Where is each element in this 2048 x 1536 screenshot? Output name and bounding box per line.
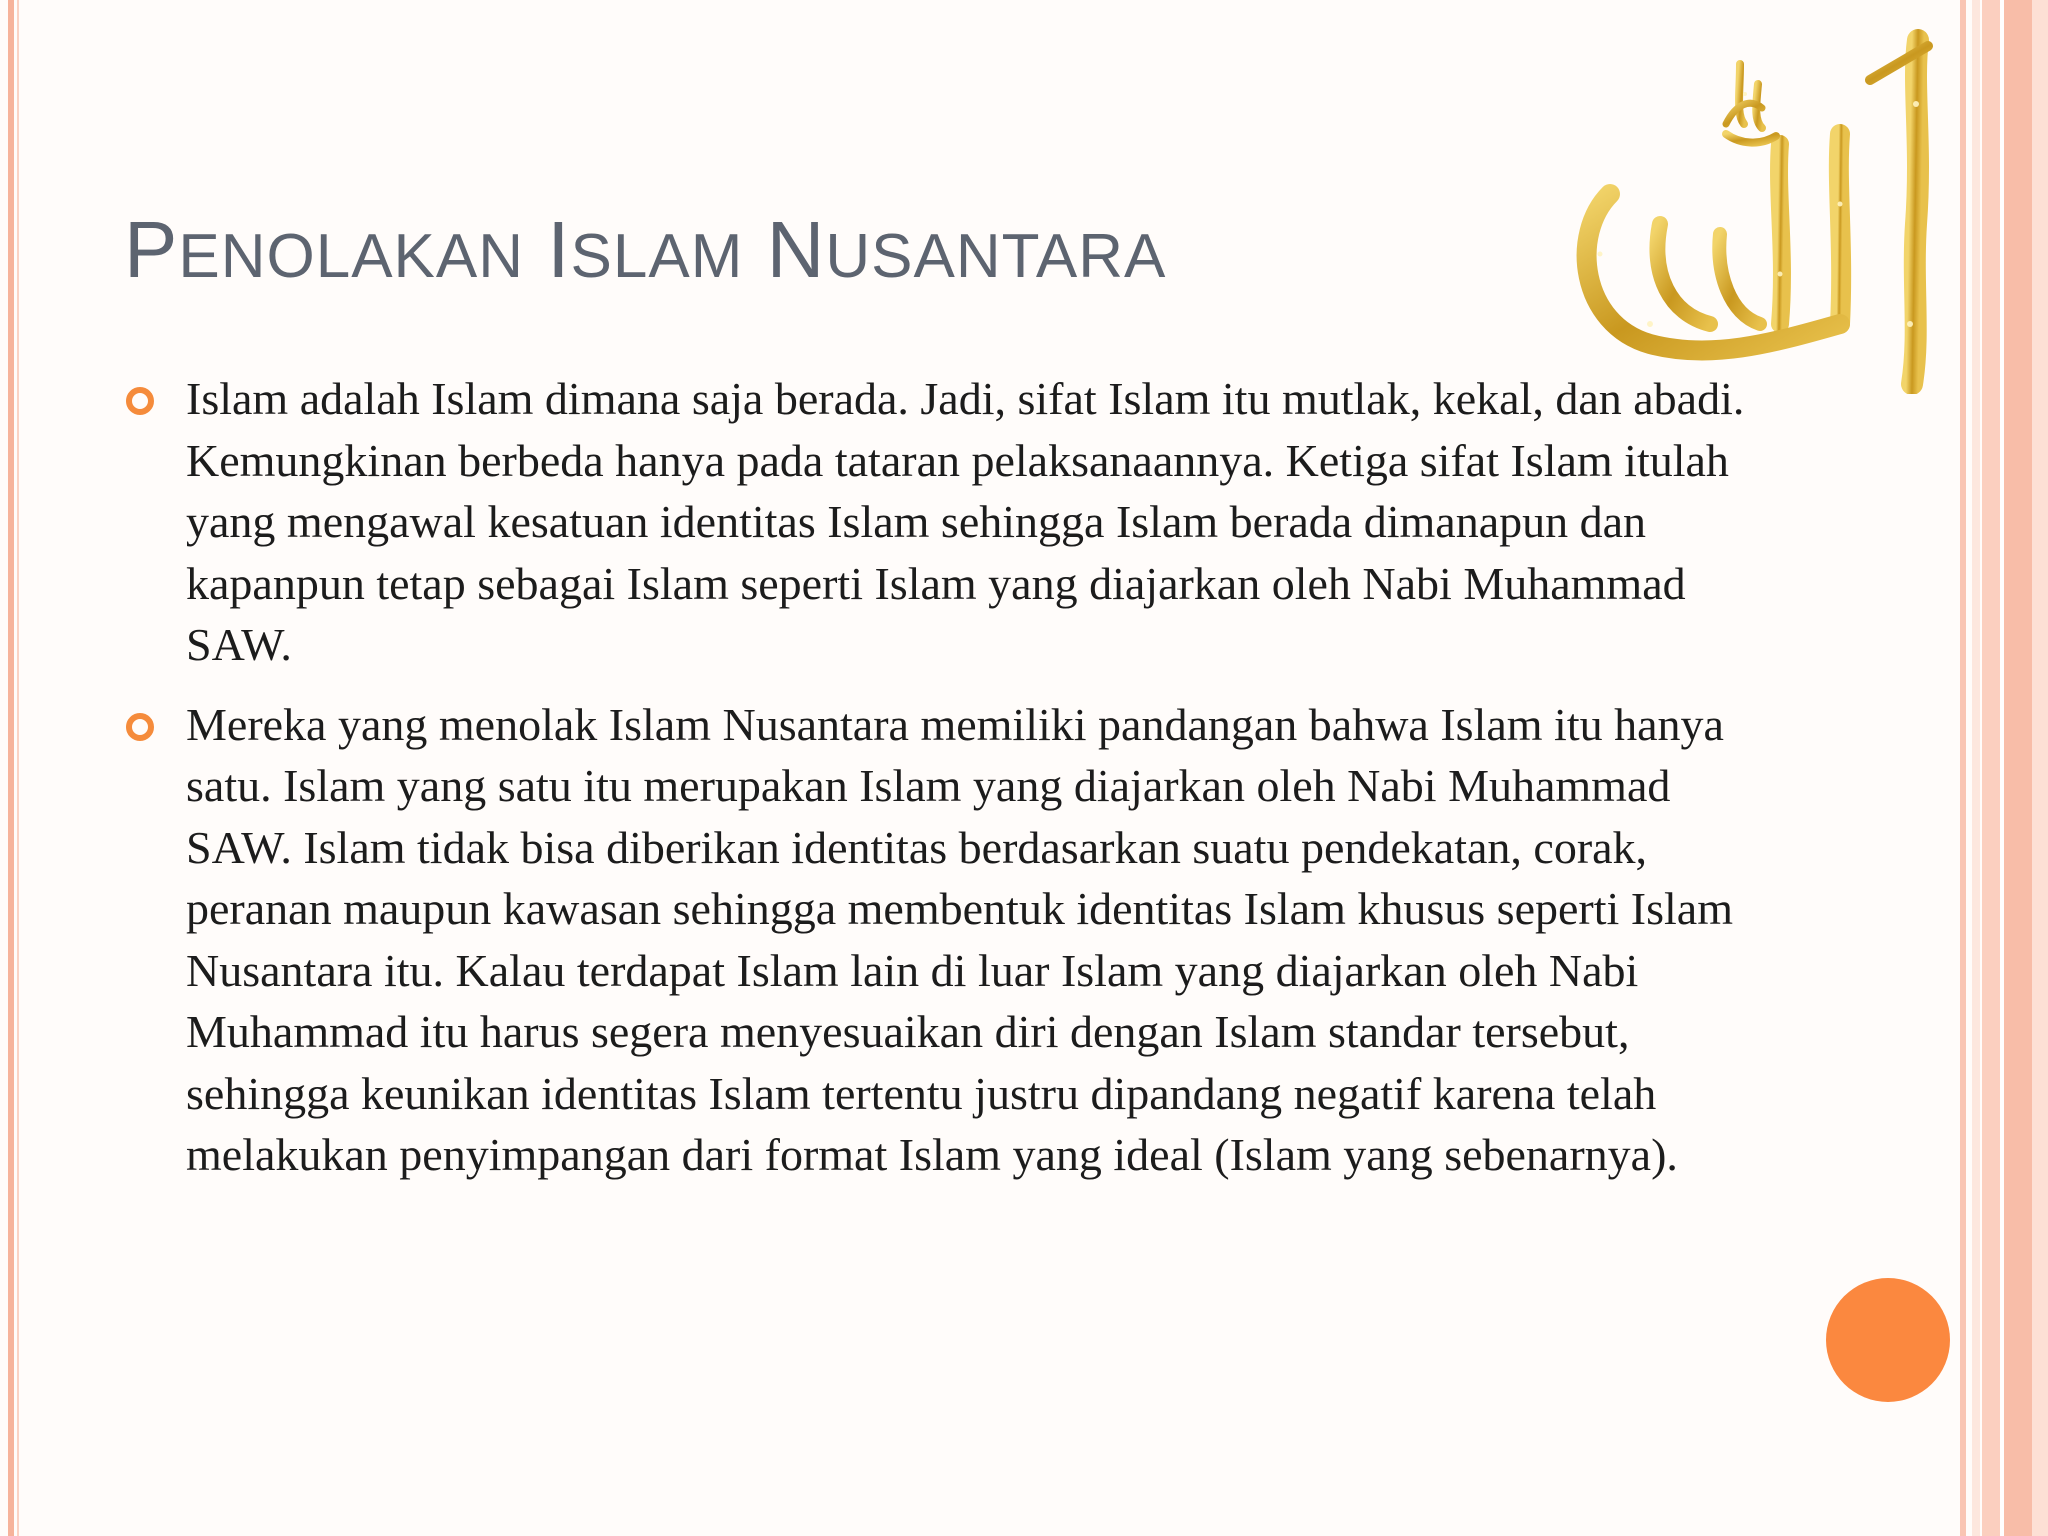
title-initial: I [547,205,571,294]
right-border-stripe [1972,0,1980,1536]
list-item [124,368,1764,676]
allah-calligraphy-icon [1540,24,1950,394]
slide-title [124,205,1167,294]
bullet-list [124,368,1764,1204]
title-word-rest: USANTARA [825,222,1167,291]
title-initial: P [124,205,179,294]
decorative-orange-circle [1826,1278,1950,1402]
right-border-stripe [2032,0,2048,1536]
bullet-text: Islam adalah Islam dimana saja berada. Jadi, sifat Islam itu mutlak, kekal, dan abadi. Kemungkinan berbeda hanya pada tataran pelaksanaannya. Ketiga sifat Islam itulah yang mengawal kesatuan identitas Islam sehingga Islam berada dimanapun dan kapanpun tetap sebagai Islam seperti Islam yang diajarkan oleh Nabi Muhammad SAW. [186,373,1745,670]
bullet-circle-icon [126,387,154,415]
list-item [124,694,1764,1186]
right-border-stripe [1960,0,1966,1536]
left-border-thin-stripe [17,0,19,1536]
title-word-rest: SLAM [570,222,744,291]
right-border-stripe [2004,0,2032,1536]
right-border-stripe [1982,0,2000,1536]
title-initial: N [766,205,826,294]
bullet-text: Mereka yang menolak Islam Nusantara memiliki pandangan bahwa Islam itu hanya satu. Islam yang satu itu merupakan Islam yang diajarkan oleh Nabi Muhammad SAW. Islam tidak bisa diberikan identitas berdasarkan suatu pendekatan, corak, peranan maupun kawasan sehingga membentuk identitas Islam khusus seperti Islam Nusantara itu. Kalau terdapat Islam lain di luar Islam yang diajarkan oleh Nabi Muhammad itu harus segera menyesuaikan diri dengan Islam standar tersebut, sehingga keunikan identitas Islam tertentu justru dipandang negatif karena telah melakukan penyimpangan dari format Islam yang ideal (Islam yang sebenarnya). [186,698,1733,1180]
bullet-circle-icon [126,713,154,741]
title-word-rest: ENOLAKAN [178,222,525,291]
left-border-stripe [8,0,14,1536]
